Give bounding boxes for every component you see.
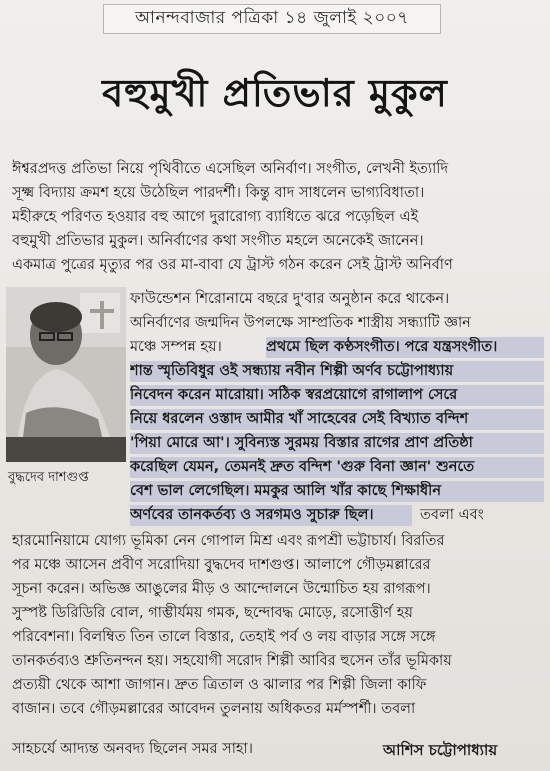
highlighted-line: নিবেদন করেন মারোয়া। সঠিক স্বরপ্রয়োগে রাগালাপ সেরে [130, 385, 544, 406]
body-line: পরিবেশনা। বিলম্বিত তিন তালে বিস্তার, তেহাই পর্ব ও লয় বাড়ার সঙ্গে সঙ্গে [12, 629, 436, 645]
body-line: বহুমুখী প্রতিভার মুকুল। অনির্বাণের কথা সংগীত মহলে অনেকেই জানেন। [12, 233, 424, 249]
body-line: তানকর্তব্যও শ্রুতিনন্দন হয়। সহযোগী সরোদ শিল্পী আবির হুসেন তাঁর ভূমিকায় [12, 653, 452, 669]
highlighted-line: অর্ণবের তানকর্তব্য ও সরগমও সুচারু ছিল। [130, 505, 412, 526]
body-line: বাজান। তবে গৌড়মল্লারের আবেদন তুলনায় অধিকতর মর্মস্পর্শী। তবলা [12, 701, 416, 717]
highlighted-line: শান্ত স্মৃতিবিধুর ওই সন্ধ্যায় নবীন শিল্পী অর্ণব চট্টোপাধ্যায় [130, 361, 544, 382]
body-line: তবলা এবং [420, 507, 484, 523]
body-line: অনির্বাণের জন্মদিন উপলক্ষে সাম্প্রতিক শাস্ত্রীয় সন্ধ্যাটি জ্ঞান [130, 315, 471, 331]
portrait-photo [6, 287, 126, 462]
body-line: মঞ্চে সম্পন্ন হয়। [130, 339, 222, 355]
body-line: পর মঞ্চে আসেন প্রবীণ সরোদিয়া বুদ্ধদেব দাশগুপ্ত। আলাপে গৌড়মল্লারের [12, 557, 431, 573]
body-line: সাহচর্যে আদ্যন্ত অনবদ্য ছিলেন সমর সাহা। [12, 741, 253, 757]
article-headline: বহুমুখী প্রতিভার মুকুল [102, 70, 448, 115]
body-line: মহীরুহে পরিণত হওয়ার বহু আগে দুরারোগ্য ব্যাধিতে ঝরে পড়েছিল এই [12, 209, 419, 225]
photo-caption: বুদ্ধদেব দাশগুপ্ত [8, 470, 89, 485]
newspaper-masthead: আনন্দবাজার পত্রিকা ১৪ জুলাই ২০০৭ [103, 4, 441, 34]
body-line: ঈশ্বরপ্রদত্ত প্রতিভা নিয়ে পৃথিবীতে এসেছিল অনির্বাণ। সংগীত, লেখনী ইত্যাদি [12, 161, 449, 177]
author-byline: আশিস চট্টোপাধ্যায় [383, 741, 498, 759]
body-line: হারমোনিয়ামে যোগ্য ভূমিকা নেন গোপাল মিশ্র এবং রূপশ্রী ভট্টাচার্য। বিরতির [12, 533, 445, 549]
highlighted-line: বেশ ভাল লেগেছিল। মমকুর আলি খাঁর কাছে শিক্ষাধীন [130, 481, 544, 502]
body-line: সূচনা করেন। অভিজ্ঞ আঙুলের মীড় ও আন্দোলনে উন্মোচিত হয় রাগরূপ। [12, 581, 431, 597]
highlighted-line: করেছিল যেমন, তেমনই দ্রুত বন্দিশ 'গুরু বিনা জ্ঞান' শুনতে [130, 457, 544, 478]
body-line: একমাত্র পুত্রের মৃত্যুর পর ওর মা-বাবা যে ট্রাস্ট গঠন করেন সেই ট্রাস্ট অনির্বাণ [12, 257, 453, 273]
portrait-illustration [6, 287, 126, 462]
highlighted-line: নিয়ে ধরলেন ওস্তাদ আমীর খাঁ সাহেবের সেই বিখ্যাত বন্দিশ [130, 409, 544, 430]
body-line: প্রত্যয়ী থেকে আশা জাগান। দ্রুত ত্রিতাল ও ঝালার পর শিল্পী জিলা কাফি [12, 677, 427, 693]
highlighted-line: 'পিয়া মোরে আ'। সুবিন্যস্ত সুরময় বিস্তার রাগের প্রাণ প্রতিষ্ঠা [130, 433, 544, 454]
body-line: সুস্পষ্ট ডিরিডিরি বোল, গাম্ভীর্যময় গমক, ছন্দোবদ্ধ মোড়ে, রসোত্তীর্ণ হয় [12, 605, 413, 621]
body-line: ফাউন্ডেশন শিরোনামে বছরে দু'বার অনুষ্ঠান করে থাকেন। [130, 291, 450, 307]
body-line: সূক্ষ্ম বিদ্যায় ক্রমশ হয়ে উঠেছিল পারদর্শী। কিন্তু বাদ সাধলেন ভাগ্যবিধাতা। [12, 185, 425, 201]
highlighted-line: প্রথমে ছিল কণ্ঠসংগীত। পরে যন্ত্রসংগীত। [266, 337, 544, 358]
